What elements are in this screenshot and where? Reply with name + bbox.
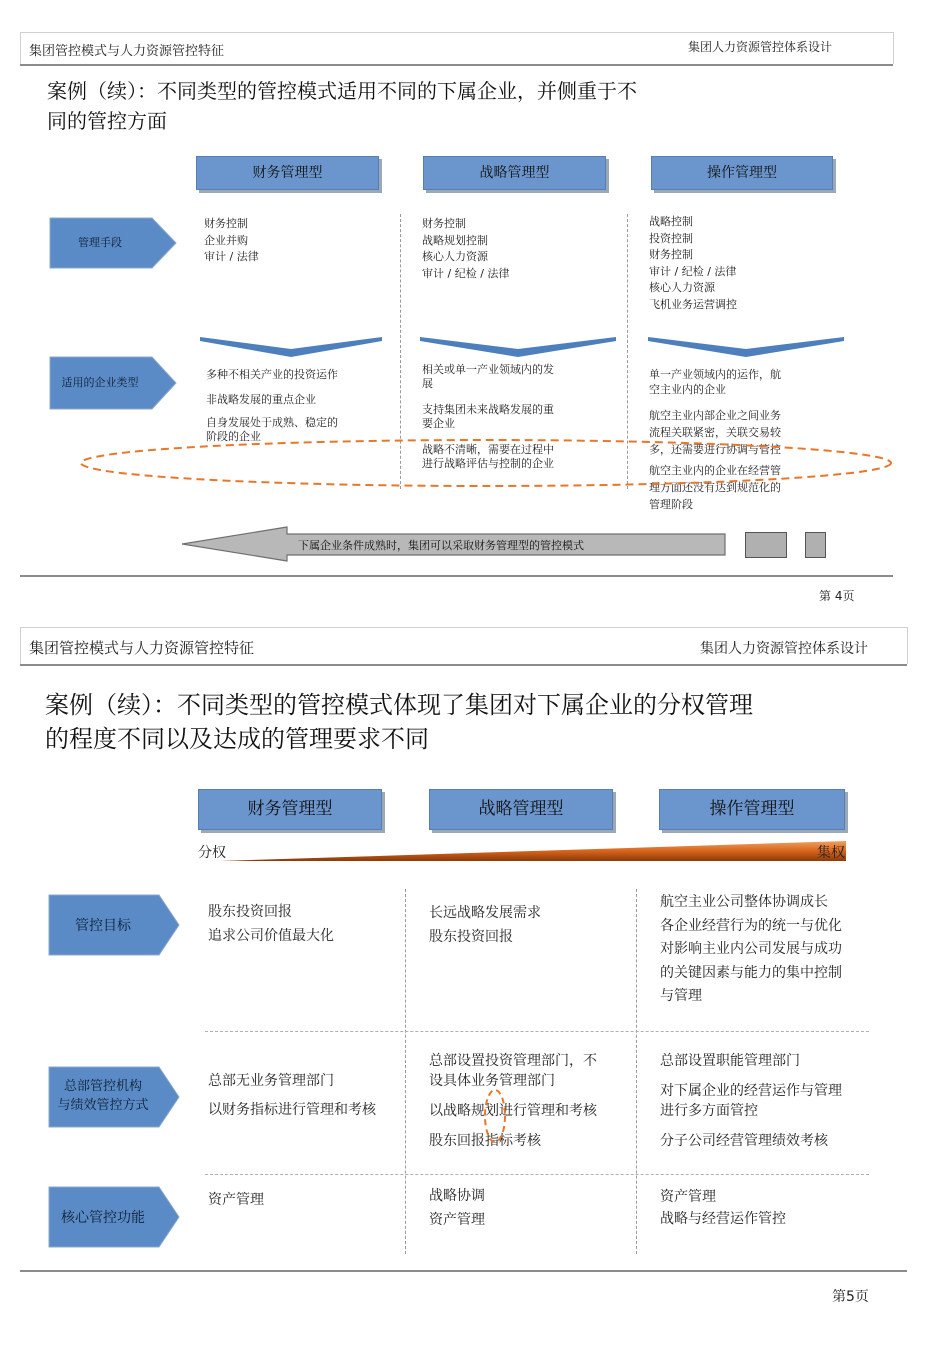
footer-rule bbox=[20, 1270, 907, 1272]
header-left-text: 集团管控模式与人力资源管控特征 bbox=[29, 44, 225, 59]
down-chevron-icon bbox=[648, 335, 844, 359]
list-item: 与管理 bbox=[660, 988, 702, 1004]
highlight-ellipse-small bbox=[482, 1087, 508, 1145]
list-item: 进行多方面管控 bbox=[660, 1103, 758, 1119]
list-item: 空主业内的企业 bbox=[649, 383, 726, 396]
gray-square-small bbox=[805, 532, 826, 558]
list-item: 审计 / 纪检 / 法律 bbox=[422, 266, 510, 280]
list-item: 财务控制 bbox=[204, 217, 248, 230]
list-item: 流程关联紧密，关联交易较 bbox=[649, 426, 781, 439]
list-item: 财务控制 bbox=[649, 248, 693, 261]
column-header-operational: 操作管理型 bbox=[659, 789, 845, 830]
list-item: 长远战略发展需求 bbox=[429, 905, 541, 921]
list-item: 投资控制 bbox=[649, 231, 693, 245]
title-line-1: 案例（续）：不同类型的管控模式体现了集团对下属企业的分权管理 bbox=[45, 691, 753, 719]
means-operational bbox=[649, 214, 737, 313]
scale-right-label: 集权 bbox=[817, 845, 845, 861]
page-number: 第5页 bbox=[832, 1289, 869, 1305]
footer-rule bbox=[20, 575, 893, 577]
list-item: 追求公司价值最大化 bbox=[208, 928, 334, 944]
list-item: 多种不相关产业的投资运作 bbox=[206, 368, 338, 381]
list-item: 各企业经营行为的统一与优化 bbox=[660, 917, 842, 934]
gray-square-large bbox=[745, 532, 787, 558]
list-item: 飞机业务运营调控 bbox=[649, 297, 737, 311]
row-label-goals-text: 管控目标 bbox=[75, 918, 131, 934]
page-title bbox=[45, 688, 753, 756]
row-label-org bbox=[47, 1065, 183, 1129]
org-operational bbox=[660, 1051, 842, 1151]
list-item: 要企业 bbox=[422, 417, 455, 430]
row-label-goals bbox=[47, 893, 183, 957]
centralization-wedge bbox=[220, 839, 848, 863]
arrow-text: 下属企业条件成熟时，集团可以采取财务管理型的管控模式 bbox=[298, 539, 584, 552]
list-item: 对下属企业的经营运作与管理 bbox=[660, 1083, 842, 1099]
list-item: 战略不清晰，需要在过程中 bbox=[422, 443, 554, 456]
header-right-text: 集团人力资源管控体系设计 bbox=[700, 641, 868, 657]
header-rule bbox=[20, 664, 907, 666]
list-item: 支持集团未来战略发展的重 bbox=[422, 403, 554, 416]
list-item: 阶段的企业 bbox=[206, 430, 261, 443]
list-item: 总部设置投资管理部门，不 bbox=[429, 1053, 597, 1069]
list-item: 以财务指标进行管理和考核 bbox=[208, 1102, 376, 1118]
column-header-financial: 财务管理型 bbox=[196, 156, 379, 190]
row-label-enterprise-type bbox=[48, 355, 180, 411]
row-separator bbox=[205, 1174, 869, 1175]
functions-financial bbox=[208, 1190, 264, 1211]
list-item: 对影响主业内公司发展与成功 bbox=[660, 941, 842, 957]
scale-left-label: 分权 bbox=[198, 845, 226, 861]
row-label-means bbox=[48, 216, 180, 270]
row-label-enterprise-type-text: 适用的企业类型 bbox=[61, 376, 139, 389]
org-financial bbox=[208, 1071, 376, 1121]
row-label-functions-text: 核心管控功能 bbox=[61, 1210, 145, 1226]
list-item: 理方面还没有达到规范化的 bbox=[649, 481, 781, 494]
column-header-strategic: 战略管理型 bbox=[429, 789, 613, 830]
list-item: 以战略规划进行管理和考核 bbox=[429, 1103, 597, 1119]
row-label-means-text: 管理手段 bbox=[78, 236, 122, 249]
list-item: 企业并购 bbox=[204, 233, 248, 247]
list-item: 战略规划控制 bbox=[422, 233, 488, 247]
list-item: 总部无业务管理部门 bbox=[208, 1073, 334, 1089]
list-item: 单一产业领域内的运作，航 bbox=[649, 368, 781, 381]
header-rule bbox=[20, 64, 893, 66]
list-item: 股东投资回报 bbox=[208, 904, 292, 920]
row-label-functions bbox=[47, 1185, 183, 1249]
down-chevron-icon bbox=[420, 335, 616, 359]
row-label-org-text bbox=[35, 1077, 171, 1115]
list-item: 设具体业务管理部门 bbox=[429, 1073, 555, 1089]
list-item: 展 bbox=[422, 377, 433, 390]
header-left-text: 集团管控模式与人力资源管控特征 bbox=[29, 639, 255, 657]
column-header-strategic: 战略管理型 bbox=[423, 156, 606, 190]
list-item: 战略控制 bbox=[649, 215, 693, 228]
row-label-line: 与绩效管控方式 bbox=[57, 1098, 149, 1113]
list-item: 审计 / 纪检 / 法律 bbox=[649, 264, 737, 278]
column-separator bbox=[636, 889, 637, 1254]
means-financial bbox=[204, 216, 259, 266]
list-item: 战略与经营运作管控 bbox=[660, 1211, 786, 1227]
means-strategic bbox=[422, 216, 509, 282]
list-item: 非战略发展的重点企业 bbox=[206, 392, 316, 406]
list-item: 航空主业内的企业在经营管 bbox=[649, 464, 781, 477]
list-item: 总部设置职能管理部门 bbox=[660, 1053, 800, 1069]
title-line-2: 同的管控方面 bbox=[47, 109, 167, 133]
list-item: 自身发展处于成熟、稳定的 bbox=[206, 416, 338, 429]
title-line-1: 案例（续）：不同类型的管控模式适用不同的下属企业，并侧重于不 bbox=[47, 79, 637, 103]
functions-operational bbox=[660, 1186, 786, 1230]
list-item: 多，还需要进行协调与管控 bbox=[649, 443, 781, 456]
org-strategic bbox=[429, 1051, 597, 1151]
column-separator bbox=[405, 889, 406, 1254]
page-title bbox=[47, 76, 637, 136]
list-item: 进行战略评估与控制的企业 bbox=[422, 457, 554, 470]
list-item: 资产管理 bbox=[429, 1212, 485, 1228]
down-chevron-icon bbox=[200, 335, 382, 359]
row-separator bbox=[205, 1031, 869, 1032]
slide-page-4 bbox=[20, 32, 894, 607]
goals-financial bbox=[208, 900, 334, 948]
list-item: 资产管理 bbox=[208, 1192, 264, 1208]
list-item: 的关键因素与能力的集中控制 bbox=[660, 964, 842, 981]
column-header-financial: 财务管理型 bbox=[198, 789, 382, 830]
goals-operational bbox=[660, 891, 842, 1009]
list-item: 管理阶段 bbox=[649, 498, 693, 511]
list-item: 航空主业公司整体协调成长 bbox=[660, 894, 828, 910]
list-item: 核心人力资源 bbox=[649, 281, 715, 294]
title-line-2: 的程度不同以及达成的管理要求不同 bbox=[45, 725, 429, 753]
list-item: 航空主业内部企业之间业务 bbox=[649, 409, 781, 422]
list-item: 资产管理 bbox=[660, 1189, 716, 1205]
list-item: 股东投资回报 bbox=[429, 929, 513, 945]
highlight-ellipse bbox=[78, 437, 894, 489]
row-label-line: 总部管控机构 bbox=[63, 1079, 142, 1094]
list-item: 股东回报指标考核 bbox=[429, 1133, 541, 1149]
header-right-text: 集团人力资源管控体系设计 bbox=[688, 40, 833, 54]
types-financial bbox=[206, 367, 338, 444]
list-item: 分子公司经营管理绩效考核 bbox=[660, 1133, 828, 1149]
list-item: 审计 / 法律 bbox=[204, 250, 259, 263]
list-item: 核心人力资源 bbox=[422, 250, 488, 263]
list-item: 战略协调 bbox=[429, 1188, 485, 1204]
list-item: 财务控制 bbox=[422, 217, 466, 230]
functions-strategic bbox=[429, 1184, 485, 1232]
slide-page-5 bbox=[20, 627, 908, 1309]
page-number: 第 4页 bbox=[819, 589, 855, 603]
list-item: 相关或单一产业领域内的发 bbox=[422, 363, 554, 376]
goals-strategic bbox=[429, 901, 541, 949]
column-header-operational: 操作管理型 bbox=[651, 156, 833, 190]
